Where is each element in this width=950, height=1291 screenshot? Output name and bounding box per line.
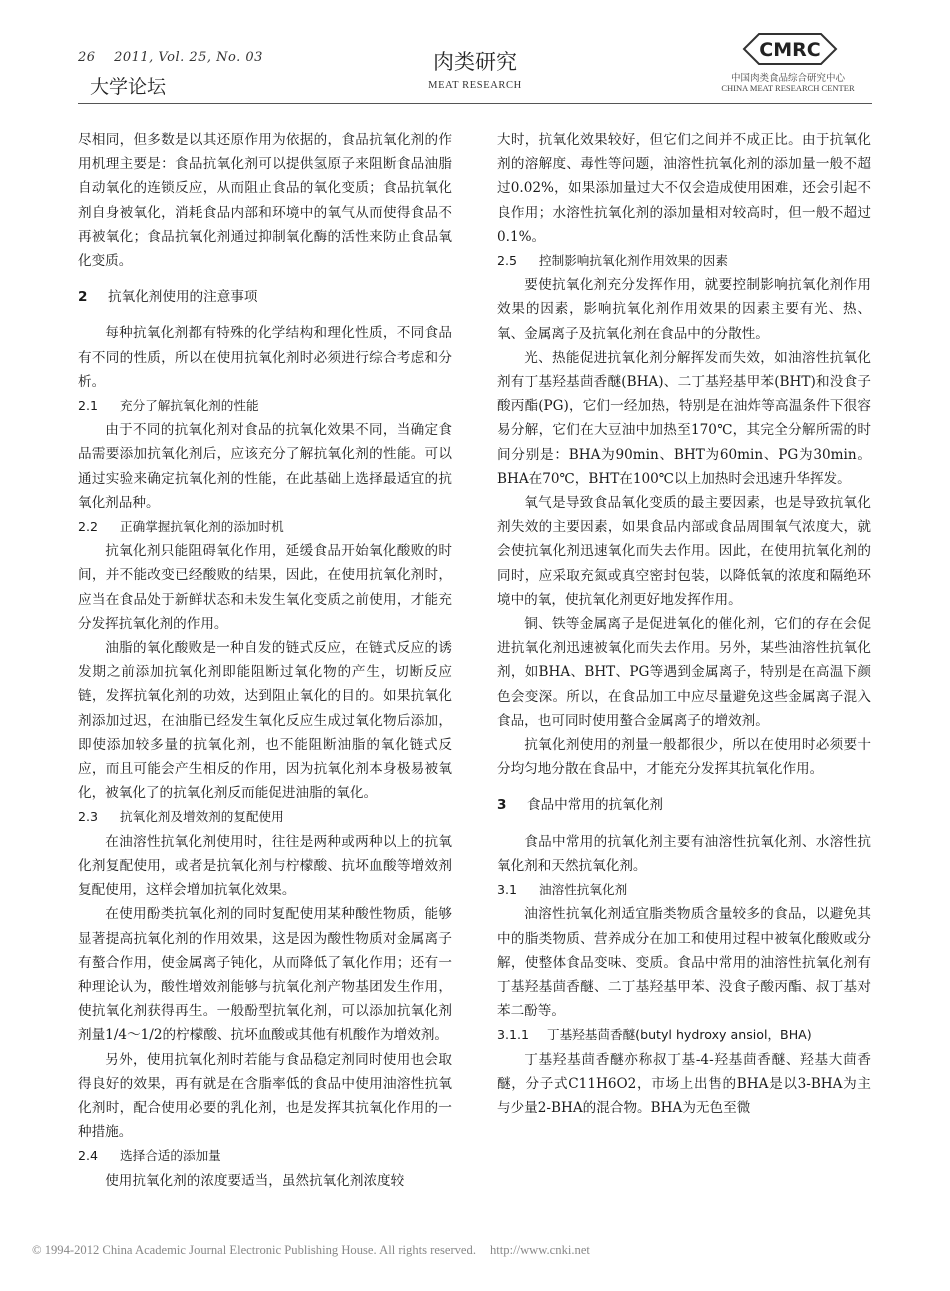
- issue-info: 26 2011, Vol. 25, No. 03: [78, 50, 263, 65]
- org-name: 中国肉类食品综合研究中心: [730, 73, 845, 84]
- left-column: [78, 128, 452, 1193]
- paragraph: 大时，抗氧化效果较好，但它们之间并不成正比。由于抗氧化剂的溶解度、毒性等问题，油溶性抗氧化剂的添加量一般不超过0.02%，如果添加量过大不仅会造成使用困难，还会引起不良作用；水溶性抗氧化剂的添加量相对较高时，但一般不超过0.1%。: [497, 132, 871, 245]
- paragraph: 在使用酚类抗氧化剂的同时复配使用某种酸性物质，能够显著提高抗氧化剂的作用效果，这是因为酸性物质对金属离子有螯合作用，使金属离子钝化，从而降低了氧化作用；还有一种理论认为，酸性增效剂能够与抗氧化剂产物基团发生作用，使抗氧化剂获得再生。一般酚型抗氧化剂，可以添加抗氧化剂剂量1/4～1/2的柠檬酸、抗坏血酸或其他有机酸作为增效剂。: [78, 906, 452, 1044]
- paragraph: 抗氧化剂只能阻碍氧化作用，延缓食品开始氧化酸败的时间，并不能改变已经酸败的结果，因此，在使用抗氧化剂时，应当在食品处于新鲜状态和未发生氧化变质之前使用，才能充分发挥抗氧化剂的作用。: [78, 543, 452, 632]
- header-rule: [78, 103, 872, 104]
- paragraph: 每种抗氧化剂都有特殊的化学结构和理化性质，不同食品有不同的性质，所以在使用抗氧化剂时必须进行综合考虑和分析。: [78, 325, 452, 390]
- subsection-heading: 2.2 正确掌握抗氧化剂的添加时机: [78, 519, 284, 535]
- paragraph: 尽相同，但多数是以其还原作用为依据的，食品抗氧化剂的作用机理主要是：食品抗氧化剂可以提供氢原子来阻断食品油脂自动氧化的连锁反应，从而阻止食品的氧化变质；食品抗氧化剂自身被氧化，消耗食品内部和环境中的氧气从而使得食品不再被氧化；食品抗氧化剂通过抑制氧化酶的活性来防止食品氧化变质。: [78, 132, 452, 270]
- journal-title: 肉类研究: [433, 50, 517, 74]
- paragraph: 抗氧化剂使用的剂量一般都很少，所以在使用时必须要十分均匀地分散在食品中，才能充分发挥其抗氧化作用。: [497, 737, 871, 778]
- paragraph: 另外，使用抗氧化剂时若能与食品稳定剂同时使用也会取得良好的效果，再有就是在含脂率低的食品中使用油溶性抗氧化剂时，配合使用必要的乳化剂，也是发挥其抗氧化作用的一种措施。: [78, 1051, 452, 1141]
- right-column: [497, 128, 871, 1120]
- paragraph: 由于不同的抗氧化剂对食品的抗氧化效果不同，当确定食品需要添加抗氧化剂后，应该充分了解抗氧化剂的性能。可以通过实验来确定抗氧化剂的性能，在此基础上选择最适宜的抗氧化剂品种。: [78, 422, 452, 511]
- paragraph: 油脂的氧化酸败是一种自发的链式反应，在链式反应的诱发期之前添加抗氧化剂即能阻断过氧化物的产生，切断反应链，发挥抗氧化剂的功效，达到阻止氧化的目的。如果抗氧化剂添加过迟，在油脂已经发生氧化反应生成过氧化物后添加，即使添加较多量的抗氧化剂，也不能阻断油脂的氧化链式反应，而且可能会产生相反的作用，因为抗氧化剂本身极易被氧化，被氧化了的抗氧化剂反而能促进油脂的氧化。: [78, 640, 452, 802]
- cmrc-logo: [740, 30, 840, 68]
- journal-title-en: MEAT RESEARCH: [428, 80, 522, 91]
- subsection-heading: 2.4 选择合适的添加量: [78, 1148, 221, 1164]
- copyright-text: © 1994-2012 China Academic Journal Electronic Publishing House. All rights reserved.: [32, 1243, 476, 1257]
- section-heading: 2 抗氧化剂使用的注意事项: [78, 289, 258, 306]
- subsection-heading: 2.3 抗氧化剂及增效剂的复配使用: [78, 809, 284, 825]
- section-label: 大学论坛: [90, 76, 167, 98]
- subsection-heading: 3.1 油溶性抗氧化剂: [497, 882, 628, 898]
- subsection-heading: 2.5 控制影响抗氧化剂作用效果的因素: [497, 253, 728, 269]
- section-heading: 3 食品中常用的抗氧化剂: [497, 797, 663, 814]
- paragraph: 氧气是导致食品氧化变质的最主要因素，也是导致抗氧化剂失效的主要因素，如果食品内部或食品周围氧气浓度大，就会使抗氧化剂迅速氧化而失去作用。因此，在使用抗氧化剂的同时，应采取充氮或真空密封包装，以降低氧的浓度和隔绝环境中的氧，使抗氧化剂更好地发挥作用。: [497, 495, 871, 608]
- subsubsection-heading: 3.1.1 丁基羟基茴香醚(butyl hydroxy ansiol，BHA): [497, 1027, 812, 1043]
- paragraph: 使用抗氧化剂的浓度要适当，虽然抗氧化剂浓度较: [105, 1172, 405, 1189]
- footer-url[interactable]: http://www.cnki.net: [489, 1243, 590, 1257]
- paragraph: 丁基羟基茴香醚亦称叔丁基-4-羟基茴香醚、羟基大茴香醚，分子式C11H6O2，市场上出售的BHA是以3-BHA为主与少量2-BHA的混合物。BHA为无色至微: [497, 1051, 871, 1116]
- subsection-heading: 2.1 充分了解抗氧化剂的性能: [78, 398, 259, 414]
- paragraph: 油溶性抗氧化剂适宜脂类物质含量较多的食品，以避免其中的脂类物质、营养成分在加工和使用过程中被氧化酸败或分解，使整体食品变味、变质。食品中常用的油溶性抗氧化剂有丁基羟基茴香醚、二丁基羟基甲苯、没食子酸丙酯、叔丁基对苯二酚等。: [497, 906, 871, 1020]
- paragraph: 要使抗氧化剂充分发挥作用，就要控制影响抗氧化剂作用效果的因素，影响抗氧化剂作用效果的因素主要有光、热、氧、金属离子及抗氧化剂在食品中的分散性。: [497, 277, 871, 342]
- logo-text: CMRC: [759, 39, 821, 61]
- org-name-en: CHINA MEAT RESEARCH CENTER: [721, 83, 855, 93]
- paragraph: 在油溶性抗氧化剂使用时，往往是两种或两种以上的抗氧化剂复配使用，或者是抗氧化剂与柠檬酸、抗坏血酸等增效剂复配使用，这样会增加抗氧化效果。: [78, 833, 452, 899]
- copyright-footer: [32, 1243, 590, 1258]
- paragraph: 光、热能促进抗氧化剂分解挥发而失效，如油溶性抗氧化剂有丁基羟基茴香醚(BHA)、二丁基羟基甲苯(BHT)和没食子酸丙酯(PG)，它们一经加热，特别是在油炸等高温条件下很容易分解，它们在大豆油中加热至170℃，其完全分解所需的时间分别是：BHA为90min、BHT为60min、PG为30min。BHA在70℃，BHT在100℃以上加热时会迅速升华挥发。: [497, 349, 871, 487]
- paragraph: 铜、铁等金属离子是促进氧化的催化剂，它们的存在会促进抗氧化剂迅速被氧化而失去作用。另外，某些油溶性抗氧化剂，如BHA、BHT、PG等遇到金属离子，特别是在高温下颜色会变深。所以，在食品加工中应尽量避免这些金属离子混入食品，也可同时使用螯合金属离子的增效剂。: [497, 616, 871, 729]
- paragraph: 食品中常用的抗氧化剂主要有油溶性抗氧化剂、水溶性抗氧化剂和天然抗氧化剂。: [497, 833, 871, 874]
